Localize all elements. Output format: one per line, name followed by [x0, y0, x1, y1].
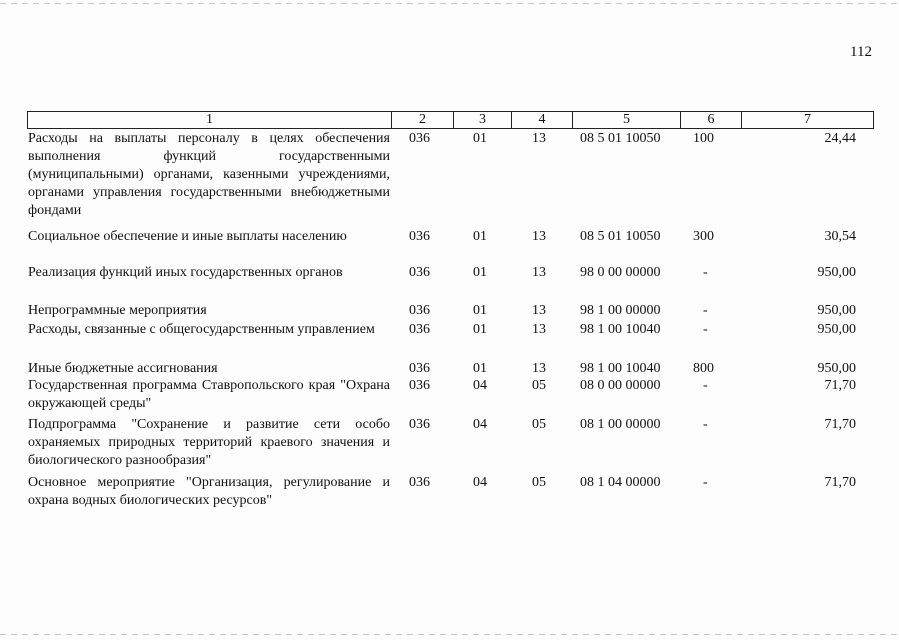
header-col-7: 7 — [742, 112, 874, 129]
row-code-3: 01 — [473, 361, 487, 376]
row-name: Расходы на выплаты персоналу в целях обеспечения выполнения функций государственными (муниципальными) органами, казенными учреждениями, органами управления государственными внебюджетными фондами — [28, 131, 390, 218]
row-code-4: 13 — [532, 229, 546, 244]
row-code-6: 300 — [693, 229, 714, 244]
row-name: Подпрограмма "Сохранение и развитие сети особо охраняемых природных территорий краевого значения и биологического разнообразия" — [28, 417, 390, 468]
row-code-6: - — [703, 417, 708, 432]
header-col-2: 2 — [392, 112, 454, 129]
row-code-3: 04 — [473, 417, 487, 432]
row-name: Расходы, связанные с общегосударственным управлением — [28, 322, 375, 337]
row-code-3: 04 — [473, 378, 487, 393]
row-name: Основное мероприятие "Организация, регулирование и охрана водных биологических ресурсов" — [28, 475, 390, 508]
row-code-6: - — [703, 322, 708, 337]
row-code-6: - — [703, 378, 708, 393]
row-code-5: 08 1 00 00000 — [580, 417, 661, 432]
row-name: Государственная программа Ставропольского края "Охрана окружающей среды" — [28, 378, 390, 411]
row-amount: 71,70 — [824, 475, 856, 490]
row-code-3: 01 — [473, 131, 487, 146]
row-code-2: 036 — [409, 361, 430, 376]
row-code-4: 13 — [532, 361, 546, 376]
row-amount: 950,00 — [817, 361, 856, 376]
row-code-5: 98 1 00 00000 — [580, 303, 661, 318]
row-name: Непрограммные мероприятия — [28, 303, 207, 318]
row-code-2: 036 — [409, 265, 430, 280]
row-code-4: 05 — [532, 475, 546, 490]
header-col-4: 4 — [512, 112, 573, 129]
row-code-4: 05 — [532, 378, 546, 393]
row-code-4: 13 — [532, 265, 546, 280]
row-code-5: 98 1 00 10040 — [580, 361, 661, 376]
row-code-5: 98 1 00 10040 — [580, 322, 661, 337]
row-code-6: - — [703, 475, 708, 490]
row-name: Реализация функций иных государственных органов — [28, 265, 343, 280]
row-code-5: 08 1 04 00000 — [580, 475, 661, 490]
row-amount: 950,00 — [817, 303, 856, 318]
row-name: Иные бюджетные ассигнования — [28, 361, 218, 376]
row-code-5: 08 5 01 10050 — [580, 131, 661, 146]
header-col-1: 1 — [28, 112, 392, 129]
row-code-3: 04 — [473, 475, 487, 490]
row-code-3: 01 — [473, 303, 487, 318]
row-code-5: 08 0 00 00000 — [580, 378, 661, 393]
row-code-6: - — [703, 303, 708, 318]
header-col-5: 5 — [573, 112, 681, 129]
row-code-5: 08 5 01 10050 — [580, 229, 661, 244]
page-number: 112 — [850, 44, 872, 60]
header-col-6: 6 — [681, 112, 742, 129]
row-code-2: 036 — [409, 322, 430, 337]
row-code-4: 13 — [532, 322, 546, 337]
row-code-5: 98 0 00 00000 — [580, 265, 661, 280]
row-code-6: 800 — [693, 361, 714, 376]
scan-edge-top — [0, 3, 899, 4]
row-code-6: 100 — [693, 131, 714, 146]
header-col-3: 3 — [454, 112, 512, 129]
row-code-3: 01 — [473, 322, 487, 337]
row-code-4: 13 — [532, 131, 546, 146]
row-code-4: 05 — [532, 417, 546, 432]
row-amount: 950,00 — [817, 265, 856, 280]
row-code-3: 01 — [473, 229, 487, 244]
row-code-2: 036 — [409, 229, 430, 244]
row-code-3: 01 — [473, 265, 487, 280]
column-header-row — [27, 111, 874, 129]
scan-edge-bottom — [0, 634, 899, 635]
row-amount: 24,44 — [824, 131, 856, 146]
row-code-2: 036 — [409, 378, 430, 393]
row-code-6: - — [703, 265, 708, 280]
row-amount: 71,70 — [824, 378, 856, 393]
row-code-2: 036 — [409, 417, 430, 432]
row-amount: 30,54 — [824, 229, 856, 244]
row-name: Социальное обеспечение и иные выплаты населению — [28, 229, 347, 244]
row-code-2: 036 — [409, 475, 430, 490]
row-amount: 950,00 — [817, 322, 856, 337]
row-code-2: 036 — [409, 131, 430, 146]
row-code-4: 13 — [532, 303, 546, 318]
row-code-2: 036 — [409, 303, 430, 318]
row-amount: 71,70 — [824, 417, 856, 432]
